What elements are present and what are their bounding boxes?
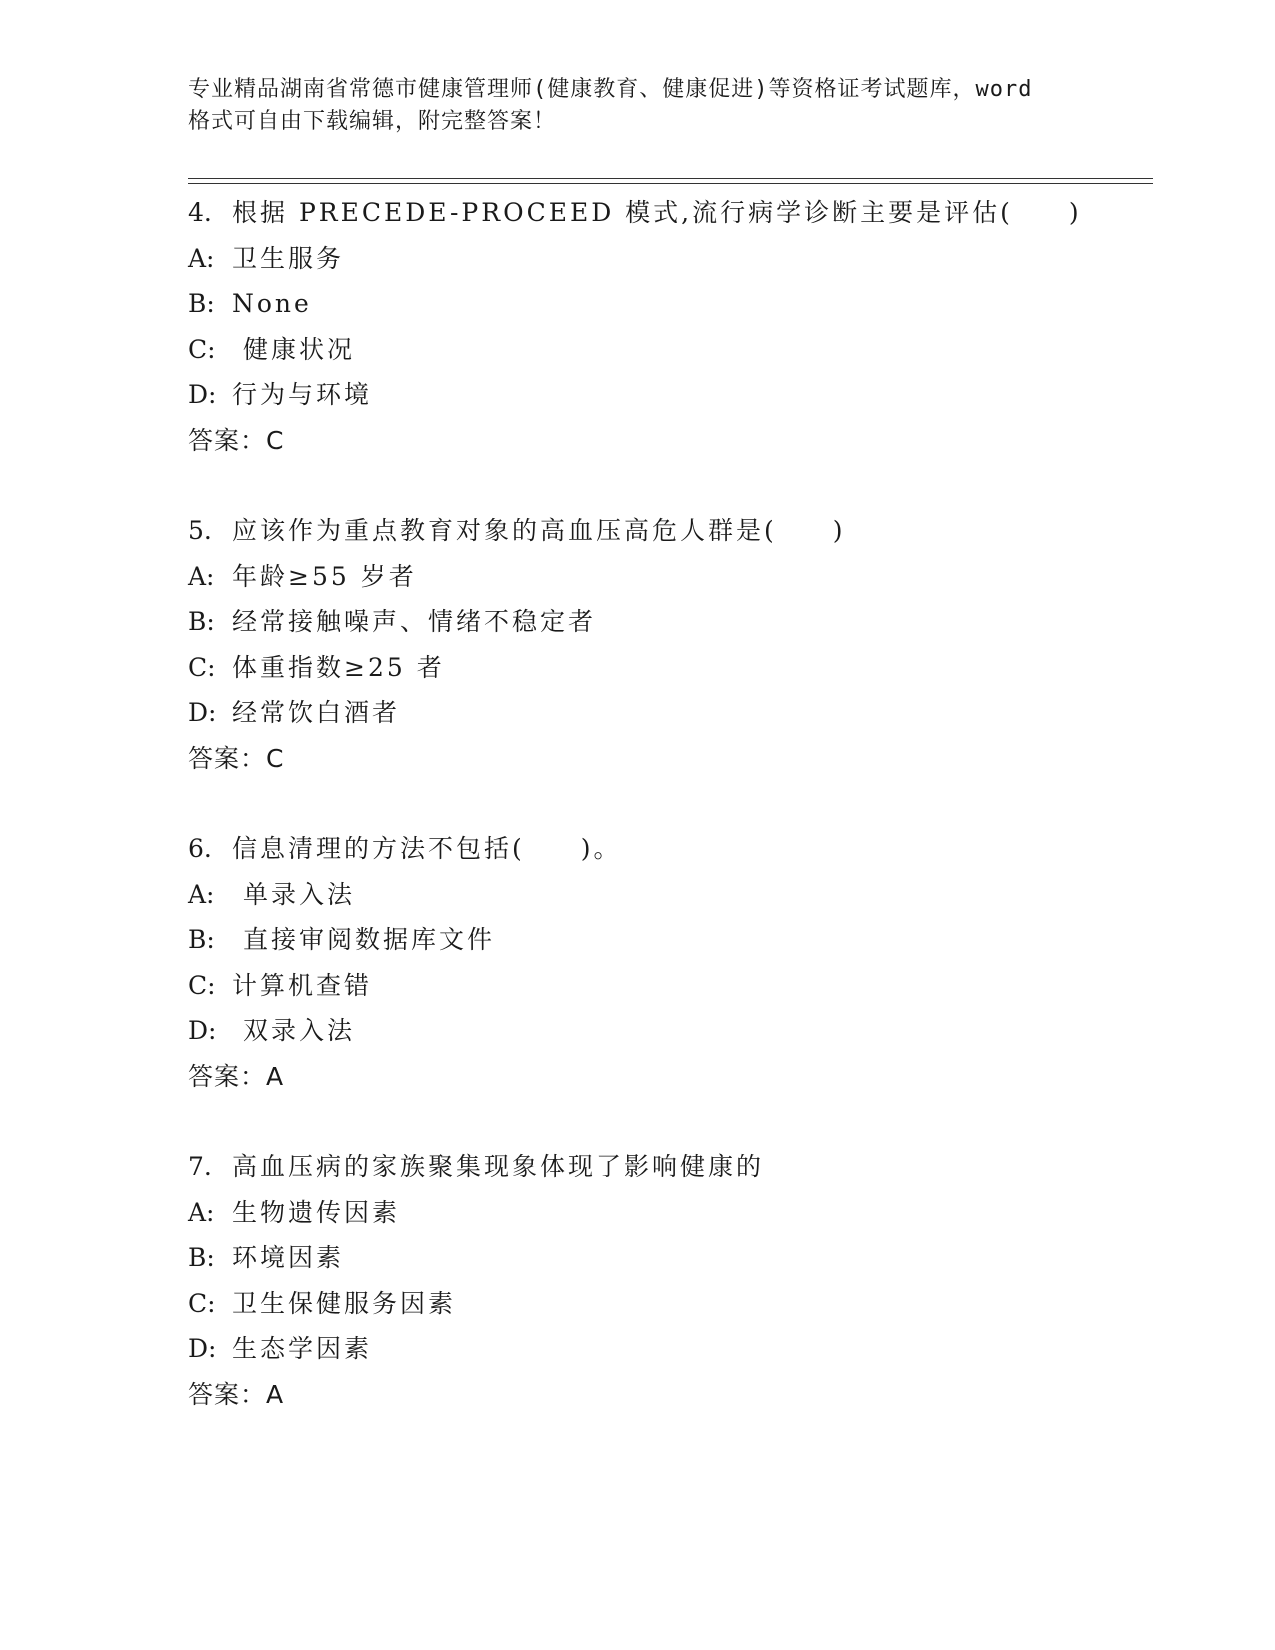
option-key: B: [188,925,215,954]
option-text: 行为与环境 [232,380,373,409]
question-5 [188,508,1153,781]
option-key: D: [188,698,217,727]
option-a [188,236,1153,282]
option-d [188,1326,1153,1372]
option-key: B: [188,1243,215,1272]
option-key: A: [188,879,215,909]
option-b [188,599,1153,645]
answer-line: 答案：C [188,743,285,773]
option-c [188,645,1153,691]
question-stem [188,190,1153,236]
header-line-1: 专业精品湖南省常德市健康管理师(健康教育、健康促进)等资格证考试题库，word [188,77,1033,102]
option-a [188,554,1153,600]
option-d [188,690,1153,736]
answer-line: 答案：A [188,1061,285,1091]
question-4 [188,190,1153,463]
option-key: B: [188,289,215,318]
option-c [188,963,1153,1009]
question-6 [188,826,1153,1099]
option-key: A: [188,243,215,273]
option-b [188,281,1153,327]
option-text: 卫生保健服务因素 [232,1288,457,1318]
answer-line: 答案：A [188,1379,285,1409]
option-text: 生物遗传因素 [232,1197,401,1227]
option-c [188,1281,1153,1327]
question-7 [188,1144,1153,1417]
option-b [188,1235,1153,1281]
option-d [188,1008,1153,1054]
option-a [188,1190,1153,1236]
option-text: None [232,289,312,318]
option-text: 双录入法 [232,1016,355,1045]
question-stem [188,508,1153,554]
option-text: 经常接触噪声、情绪不稳定者 [232,607,597,636]
option-key: A: [188,561,215,591]
option-key: D: [188,1016,217,1045]
option-text: 计算机查错 [232,970,373,1000]
question-number: 6. [188,834,212,863]
header-divider-bottom [188,183,1153,184]
option-text: 经常饮白酒者 [232,698,401,727]
option-text: 环境因素 [232,1243,345,1272]
question-number: 5. [188,516,212,545]
option-text: 生态学因素 [232,1334,373,1363]
option-key: B: [188,607,215,636]
question-stem [188,826,1153,872]
option-key: C: [188,970,216,1000]
option-text: 直接审阅数据库文件 [232,925,495,954]
option-key: A: [188,1197,215,1227]
option-text: 健康状况 [232,334,355,364]
question-number: 7. [188,1152,212,1181]
option-key: C: [188,334,216,364]
question-number: 4. [188,198,212,227]
question-text: 高血压病的家族聚集现象体现了影响健康的 [232,1152,765,1181]
option-d [188,372,1153,418]
option-text: 卫生服务 [232,243,345,273]
answer-line: 答案：C [188,425,285,455]
option-a [188,872,1153,918]
option-key: C: [188,1288,216,1318]
option-b [188,917,1153,963]
question-text: 根据 PRECEDE-PROCEED 模式,流行病学诊断主要是评估( ) [232,198,1082,227]
option-text: 年龄≥55 岁者 [232,561,417,591]
option-key: C: [188,652,216,682]
question-stem [188,1144,1153,1190]
header-line-2: 格式可自由下载编辑，附完整答案！ [188,109,557,134]
question-text: 信息清理的方法不包括( )。 [232,834,622,863]
header-divider-top [188,178,1153,179]
option-text: 体重指数≥25 者 [232,652,445,682]
document-header [188,74,1088,138]
option-key: D: [188,380,217,409]
option-key: D: [188,1334,217,1363]
option-c [188,327,1153,373]
question-list [188,190,1153,1462]
question-text: 应该作为重点教育对象的高血压高危人群是( ) [232,516,846,545]
option-text: 单录入法 [232,879,355,909]
